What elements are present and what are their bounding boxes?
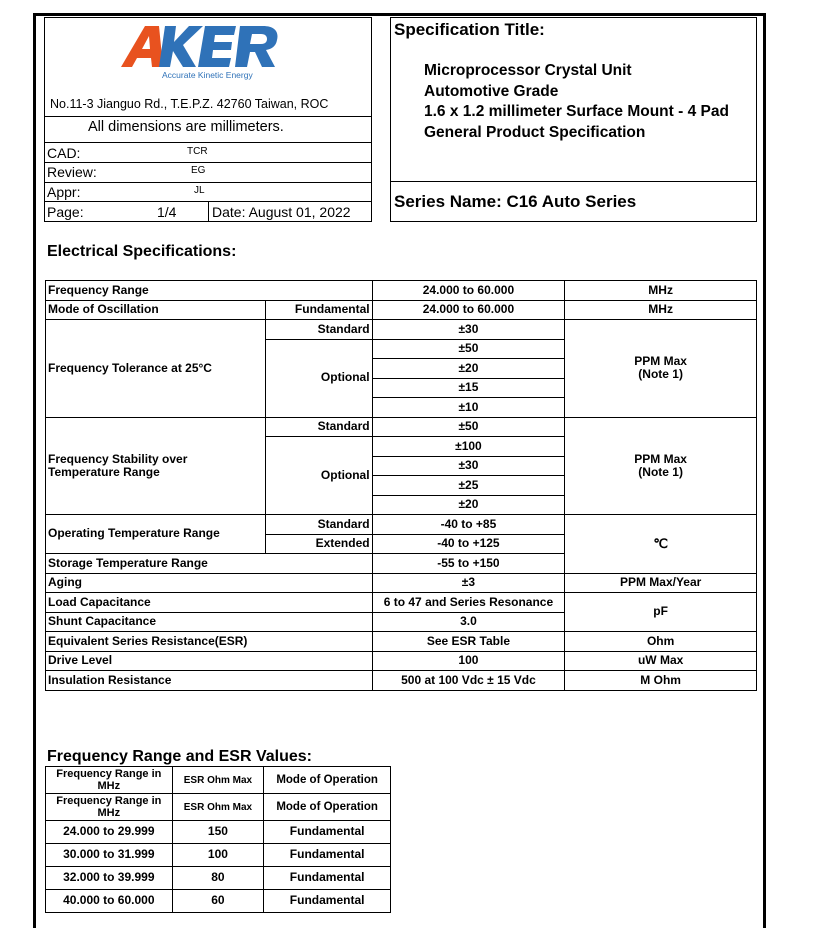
esr-unit: Ohm xyxy=(565,632,757,652)
table-row xyxy=(46,821,391,844)
shunt-cap-value: 3.0 xyxy=(372,612,565,632)
table-row xyxy=(46,671,757,691)
mode-value: 24.000 to 60.000 xyxy=(372,300,565,320)
stability-label-line1: Frequency Stability over xyxy=(48,451,188,466)
tolerance-optional: Optional xyxy=(265,339,372,417)
table-row xyxy=(46,867,391,890)
page-value: 1/4 xyxy=(157,204,177,220)
stability-value: ±100 xyxy=(372,437,565,457)
stability-optional: Optional xyxy=(265,437,372,515)
electrical-spec-table xyxy=(45,280,757,691)
series-name: Series Name: C16 Auto Series xyxy=(394,192,637,211)
operating-label: Operating Temperature Range xyxy=(46,515,266,554)
shunt-cap-label: Shunt Capacitance xyxy=(46,612,373,632)
temperature-unit: ℃ xyxy=(565,515,757,574)
mode-sub: Fundamental xyxy=(265,300,372,320)
mode-unit: MHz xyxy=(565,300,757,320)
date-text: Date: August 01, 2022 xyxy=(212,204,351,220)
insulation-value: 500 at 100 Vdc ± 15 Vdc xyxy=(372,671,565,691)
stability-standard: Standard xyxy=(265,417,372,437)
drive-label: Drive Level xyxy=(46,651,373,671)
esr-label: Equivalent Series Resistance(ESR) xyxy=(46,632,373,652)
tolerance-value: ±15 xyxy=(372,378,565,398)
esr-ohm: 80 xyxy=(172,867,264,890)
mode-label: Mode of Oscillation xyxy=(46,300,266,320)
cad-label: CAD: xyxy=(47,145,81,161)
esr-freq: 32.000 to 39.999 xyxy=(46,867,173,890)
esr-table-title: Frequency Range and ESR Values: xyxy=(47,748,312,765)
esr-header-freq: Frequency Range in MHz xyxy=(46,794,173,821)
tolerance-value: ±50 xyxy=(372,339,565,359)
insulation-unit: M Ohm xyxy=(565,671,757,691)
table-row xyxy=(46,281,757,301)
esr-mode: Fundamental xyxy=(264,867,391,890)
esr-header-esr: ESR Ohm Max xyxy=(172,794,264,821)
table-row xyxy=(46,844,391,867)
cad-value: TCR xyxy=(187,146,208,157)
storage-value: -55 to +150 xyxy=(372,554,565,574)
table-row xyxy=(46,593,757,613)
freq-range-unit: MHz xyxy=(565,281,757,301)
aging-unit: PPM Max/Year xyxy=(565,573,757,593)
tolerance-unit xyxy=(565,320,757,418)
esr-header-mode: Mode of Operation xyxy=(264,794,391,821)
electrical-title: Electrical Specifications: xyxy=(47,243,237,260)
tolerance-unit-line1: PPM Max xyxy=(634,354,687,369)
tolerance-label: Frequency Tolerance at 25°C xyxy=(46,320,266,418)
stability-label xyxy=(46,417,266,515)
esr-mode: Fundamental xyxy=(264,844,391,867)
esr-mode: Fundamental xyxy=(264,890,391,913)
tolerance-unit-line2: (Note 1) xyxy=(638,367,683,382)
tolerance-standard: Standard xyxy=(265,320,372,340)
load-cap-label: Load Capacitance xyxy=(46,593,373,613)
tolerance-value: ±20 xyxy=(372,359,565,379)
esr-freq: 40.000 to 60.000 xyxy=(46,890,173,913)
stability-label-line2: Temperature Range xyxy=(48,464,160,479)
freq-range-value: 24.000 to 60.000 xyxy=(372,281,565,301)
esr-header-freq: Frequency Range in MHz xyxy=(46,767,173,794)
stability-value: ±30 xyxy=(372,456,565,476)
esr-freq: 24.000 to 29.999 xyxy=(46,821,173,844)
spec-line-4: General Product Specification xyxy=(424,124,646,141)
logo-tagline: Accurate Kinetic Energy xyxy=(162,70,253,80)
table-row xyxy=(46,794,391,821)
spec-line-2: Automotive Grade xyxy=(424,83,559,100)
insulation-label: Insulation Resistance xyxy=(46,671,373,691)
esr-freq: 30.000 to 31.999 xyxy=(46,844,173,867)
review-label: Review: xyxy=(47,164,97,180)
operating-extended: Extended xyxy=(265,534,372,554)
stability-value: ±50 xyxy=(372,417,565,437)
table-row xyxy=(46,300,757,320)
review-value: EG xyxy=(191,165,206,176)
stability-unit-line2: (Note 1) xyxy=(638,464,683,479)
esr-table xyxy=(45,766,391,913)
page-label: Page: xyxy=(47,204,84,220)
esr-ohm: 60 xyxy=(172,890,264,913)
table-row xyxy=(46,515,757,535)
table-row xyxy=(46,320,757,340)
esr-mode: Fundamental xyxy=(264,821,391,844)
esr-ohm: 100 xyxy=(172,844,264,867)
spec-line-3: 1.6 x 1.2 millimeter Surface Mount - 4 Pad xyxy=(424,103,729,120)
stability-value: ±20 xyxy=(372,495,565,515)
aging-value: ±3 xyxy=(372,573,565,593)
esr-header-esr: ESR Ohm Max xyxy=(172,767,264,794)
tolerance-value: ±30 xyxy=(372,320,565,340)
table-row xyxy=(46,767,391,794)
table-row xyxy=(46,417,757,437)
stability-unit xyxy=(565,417,757,515)
table-row xyxy=(46,890,391,913)
cap-unit: pF xyxy=(565,593,757,632)
appr-value: JL xyxy=(194,185,205,196)
drive-unit: uW Max xyxy=(565,651,757,671)
table-row xyxy=(46,632,757,652)
spec-title-label: Specification Title: xyxy=(394,20,545,39)
operating-standard: Standard xyxy=(265,515,372,535)
company-address: No.11-3 Jianguo Rd., T.E.P.Z. 42760 Taiwan, ROC xyxy=(50,97,329,111)
aging-label: Aging xyxy=(46,573,373,593)
esr-ohm: 150 xyxy=(172,821,264,844)
esr-value: See ESR Table xyxy=(372,632,565,652)
dimensions-note: All dimensions are millimeters. xyxy=(88,119,284,135)
freq-range-label: Frequency Range xyxy=(46,281,373,301)
esr-header-mode: Mode of Operation xyxy=(264,767,391,794)
stability-unit-line1: PPM Max xyxy=(634,451,687,466)
stability-value: ±25 xyxy=(372,476,565,496)
storage-label: Storage Temperature Range xyxy=(46,554,373,574)
operating-extended-value: -40 to +125 xyxy=(372,534,565,554)
table-row xyxy=(46,573,757,593)
operating-standard-value: -40 to +85 xyxy=(372,515,565,535)
table-row xyxy=(46,651,757,671)
appr-label: Appr: xyxy=(47,184,81,200)
load-cap-value: 6 to 47 and Series Resonance xyxy=(372,593,565,613)
tolerance-value: ±10 xyxy=(372,398,565,418)
drive-value: 100 xyxy=(372,651,565,671)
spec-line-1: Microprocessor Crystal Unit xyxy=(424,62,632,79)
